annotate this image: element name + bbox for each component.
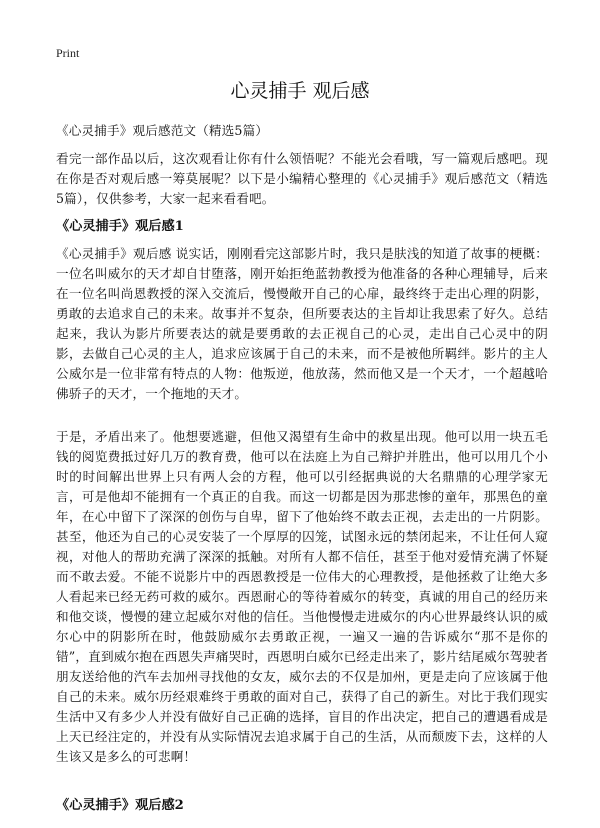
intro-paragraph: 看完一部作品以后，这次观看让你有什么领悟呢？不能光会看哦，写一篇观后感吧。现在你是否对观后感一筹莫展呢？以下是小编精心整理的《心灵捕手》观后感范文（精选5篇），仅供参考，大家一起来看看吧。: [56, 151, 548, 206]
print-link[interactable]: Print: [56, 46, 80, 60]
section-heading-1: 《心灵捕手》观后感1: [56, 219, 184, 234]
section-1-paragraph-2: 于是，矛盾出来了。他想要逃避，但他又渴望有生命中的救星出现。他可以用一块五毛钱的阅览费抵过好几万的教育费，他可以在法庭上为自己辩护并胜出，他可以用几个小时的时间解出世界上只有两人会的方程，他可以引经据典说的大名鼎鼎的心理学家无言，可是他却不能拥有一个真正的自我。而这一切都是因为那悲惨的童年，那黑色的童年，在心中留下了深深的创伤与自卑，留下了他始终不敢去正视，去走出的一片阴影。甚至，他还为自己的心灵安装了一个厚厚的囚笼，试图永远的禁闭起来，不让任何人窥视，对他人的帮助充满了深深的抵触。对所有人都不信任，甚至于他对爱情充满了怀疑而不敢去爱。不能不说影片中的西恩教授是一位伟大的心理教授，是他拯救了让绝大多人看起来已经无药可救的威尔。西恩耐心的等待着威尔的转变，真诚的用自己的经历来和他交谈，慢慢的建立起威尔对他的信任。当他慢慢走进威尔的内心世界最终认识的威尔心中的阴影所在时，他鼓励威尔去勇敢正视，一遍又一遍的告诉威尔“那不是你的错”，直到威尔抱在西恩失声痛哭时，西恩明白威尔已经走出来了，影片结尾威尔驾驶者朋友送给他的汽车去加州寻找他的女友，威尔去的不仅是加州，更是走向了应该属于他自己的未来。威尔历经艰难终于勇敢的面对自己，获得了自己的新生。对比于我们现实生活中又有多少人并没有做好自己正确的选择，盲目的作出决定，把自己的遭遇看成是上天已经注定的，并没有从实际情况去追求属于自己的生活，从而颓废下去，这样的人生该又是多么的可悲啊！: [56, 429, 548, 764]
section-1-paragraph-1: 《心灵捕手》观后感 说实话，刚刚看完这部影片时，我只是肤浅的知道了故事的梗概：一位名叫威尔的天才却自甘堕落，刚开始拒绝蓝勃教授为他准备的各种心理辅导，后来在一位名叫尚恩教授的深入交流后，慢慢敞开自己的心扉，最终终于走出心理的阴影，勇敢的去追求自己的未来。故事并不复杂，但所要表达的主旨却让我思索了好久。总结起来，我认为影片所要表达的就是要勇敢的去正视自己的心灵，走出自己心灵中的阴影，去做自己心灵的主人，追求应该属于自己的未来，而不是被他所羁绊。影片的主人公威尔是一位非常有特点的人物：他叛逆，他放荡，然而他又是一个天才，一个超越哈佛骄子的天才，一个拖地的天才。: [56, 246, 548, 401]
document-subtitle: 《心灵捕手》观后感范文（精选5篇）: [56, 123, 269, 138]
document-title: 心灵捕手 观后感: [230, 80, 370, 102]
section-heading-2: 《心灵捕手》观后感2: [56, 798, 184, 813]
